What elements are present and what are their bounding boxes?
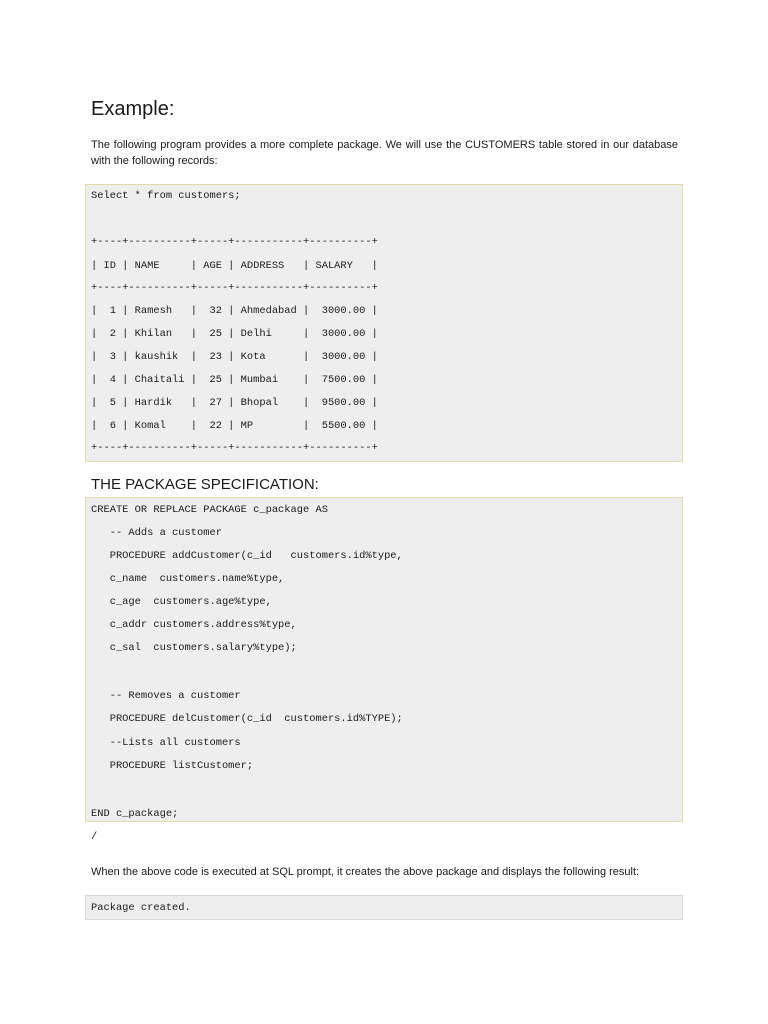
code-line: --Lists all customers [91,737,241,749]
code-line: c_name customers.name%type, [91,573,285,585]
spec-title: THE PACKAGE SPECIFICATION: [91,476,319,493]
code-line: +----+----------+-----+-----------+----------+ [91,282,378,294]
section-title: Example: [91,98,175,120]
code-line: | 4 | Chaitali | 25 | Mumbai | 7500.00 | [91,374,378,386]
code-line: | 2 | Khilan | 25 | Delhi | 3000.00 | [91,328,378,340]
output-code-block [85,895,683,920]
code-line: Package created. [91,902,191,914]
code-line: c_sal customers.salary%type); [91,642,297,654]
query-code-block [85,184,683,462]
code-line: c_age customers.age%type, [91,596,272,608]
result-paragraph: When the above code is executed at SQL prompt, it creates the above package and displays the following result: [91,866,640,878]
code-line: +----+----------+-----+-----------+----------+ [91,442,378,454]
code-line: | 3 | kaushik | 23 | Kota | 3000.00 | [91,351,378,363]
code-line: PROCEDURE listCustomer; [91,760,254,772]
code-line: PROCEDURE addCustomer(c_id customers.id%type, [91,550,403,562]
code-line: | 6 | Komal | 22 | MP | 5500.00 | [91,420,378,432]
spec-code-block [85,497,683,843]
code-line: / [91,831,98,843]
code-line: -- Removes a customer [91,690,241,702]
code-line: c_addr customers.address%type, [91,619,297,631]
code-line: | ID | NAME | AGE | ADDRESS | SALARY | [91,260,378,272]
code-line: CREATE OR REPLACE PACKAGE c_package AS [91,504,328,516]
intro-paragraph: The following program provides a more complete package. We will use the CUSTOMERS table stored in our database with the following records: [91,139,678,167]
code-line: Select * from customers; [91,190,241,202]
code-line: END c_package; [91,808,179,820]
code-line: PROCEDURE delCustomer(c_id customers.id%TYPE); [91,713,403,725]
code-line: | 5 | Hardik | 27 | Bhopal | 9500.00 | [91,397,378,409]
code-line: +----+----------+-----+-----------+----------+ [91,236,378,248]
code-line: -- Adds a customer [91,527,222,539]
code-line: | 1 | Ramesh | 32 | Ahmedabad | 3000.00 | [91,305,378,317]
